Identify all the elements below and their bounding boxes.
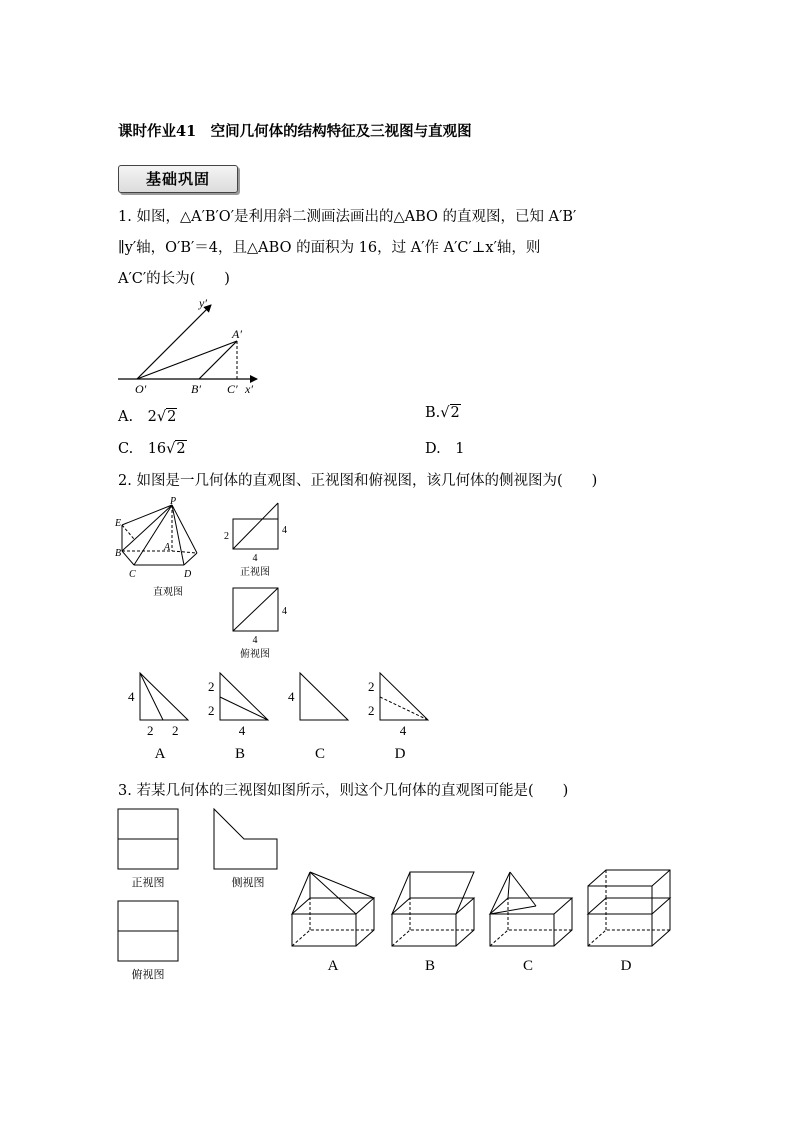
label-c: C′ (227, 382, 238, 396)
q3-three-views (112, 805, 287, 985)
q3-choice-b[interactable] (392, 872, 474, 974)
svg-text:P: P (170, 496, 177, 507)
svg-text:2: 2 (224, 531, 229, 542)
q3-side-view (214, 809, 277, 889)
svg-text:4: 4 (252, 635, 258, 646)
svg-text:A: A (154, 746, 166, 762)
svg-text:A: A (327, 958, 339, 974)
q1-line-1: 1. 如图，△A′B′O′是利用斜二测画法画出的△ABO 的直观图，已知 A′B′ (118, 209, 577, 225)
svg-text:2: 2 (172, 723, 179, 738)
segment-oa (137, 341, 237, 379)
svg-text:4: 4 (128, 689, 135, 704)
q2-text: 2. 如图是一几何体的直观图、正视图和俯视图，该几何体的侧视图为( ) (118, 473, 598, 489)
svg-text:正视图: 正视图 (131, 877, 165, 889)
q1-line-3: A′C′的长为( ) (118, 271, 230, 287)
q2-choice-a[interactable] (128, 673, 188, 762)
q1-option-a: A. 2√2 (118, 409, 177, 425)
label-b: B′ (191, 382, 201, 396)
q3-top-view (118, 901, 178, 981)
svg-text:直观图: 直观图 (153, 587, 183, 598)
svg-text:4: 4 (282, 606, 287, 617)
q2-figure (112, 493, 312, 663)
q1-figure (115, 293, 265, 398)
svg-text:俯视图: 俯视图 (131, 969, 165, 981)
page-title: 课时作业41 空间几何体的结构特征及三视图与直观图 (118, 123, 472, 140)
svg-text:4: 4 (252, 553, 258, 564)
svg-text:B: B (115, 548, 122, 559)
svg-text:2: 2 (208, 703, 215, 718)
q1-option-c: C. 16√2 (118, 441, 186, 457)
svg-text:正视图: 正视图 (240, 567, 270, 578)
svg-text:俯视图: 俯视图 (240, 649, 270, 660)
section-label: 基础巩固 (145, 170, 210, 188)
y-axis (137, 305, 211, 379)
svg-text:D: D (620, 958, 632, 974)
q2-choice-b[interactable] (208, 673, 268, 762)
svg-text:D: D (184, 569, 192, 580)
segment-ba (199, 341, 237, 379)
label-x: x′ (245, 382, 253, 396)
svg-text:2: 2 (208, 679, 215, 694)
q3-front-view (118, 809, 178, 889)
svg-text:C: C (314, 746, 326, 762)
svg-text:4: 4 (282, 525, 287, 536)
q2-top-view (233, 588, 287, 660)
q2-choice-c[interactable] (288, 673, 348, 762)
section-header (118, 165, 238, 193)
label-y: y′ (199, 296, 207, 310)
q3-choice-d[interactable] (588, 870, 670, 974)
q3-choices (288, 862, 678, 977)
q3-choice-a[interactable] (292, 872, 374, 974)
svg-text:D: D (394, 746, 406, 762)
svg-text:4: 4 (238, 723, 246, 738)
label-a: A′ (232, 327, 242, 341)
q2-direct-view (114, 496, 197, 598)
q1-line-2: ∥y′轴，O′B′＝4，且△ABO 的面积为 16，过 A′作 A′C′⊥x′轴，则 (118, 240, 541, 256)
q3-text: 3. 若某几何体的三视图如图所示，则这个几何体的直观图可能是( ) (118, 783, 569, 799)
svg-text:E: E (115, 518, 122, 529)
svg-text:B: B (234, 746, 246, 762)
svg-text:2: 2 (368, 703, 375, 718)
svg-text:4: 4 (288, 689, 295, 704)
svg-text:B: B (424, 958, 436, 974)
svg-text:C: C (129, 569, 136, 580)
svg-text:4: 4 (399, 723, 407, 738)
svg-text:2: 2 (368, 679, 375, 694)
svg-text:A: A (164, 542, 171, 553)
q2-choice-d[interactable] (368, 673, 428, 762)
q3-choice-c[interactable] (490, 872, 572, 974)
q1-option-d: D. 1 (425, 441, 465, 457)
q2-choices (118, 665, 438, 765)
label-o: O′ (135, 382, 147, 396)
q1-option-b: B.√2 (425, 405, 460, 421)
svg-text:C: C (522, 958, 534, 974)
q2-front-view (224, 503, 287, 578)
svg-text:侧视图: 侧视图 (231, 877, 265, 889)
svg-text:2: 2 (147, 723, 154, 738)
